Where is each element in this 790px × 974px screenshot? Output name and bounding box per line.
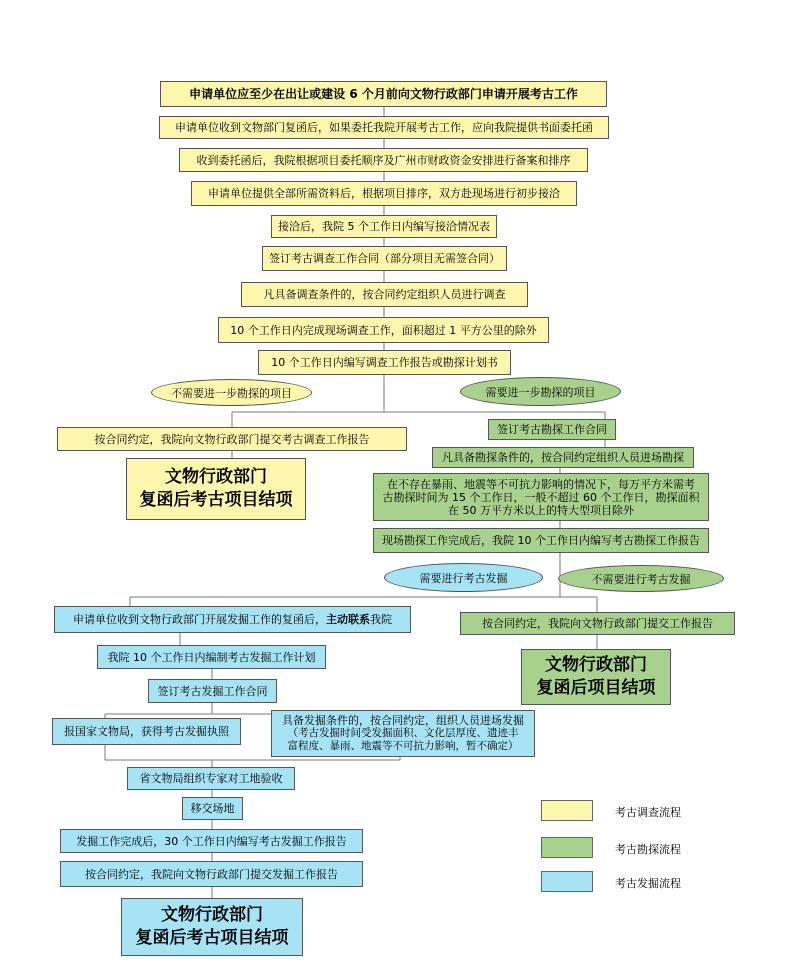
step-contact-form: 接洽后，我院 5 个工作日内编写接洽情况表: [271, 215, 497, 238]
step-hand-over-site: 移交场地: [182, 797, 243, 820]
step-conduct-survey: 凡具备调查条件的，按合同约定组织人员进行调查: [241, 282, 528, 307]
step-field-survey-complete: 10 个工作日内完成现场调查工作，面积超过 1 平方公里的除外: [218, 317, 549, 343]
excavation-line1: 具备发掘条件的，按合同约定，组织人员进场发掘: [282, 714, 524, 727]
duration-line1: 在不存在暴雨、地震等不可抗力影响的情况下，每万平方米需考: [387, 477, 695, 491]
branch-need-explore: 需要进一步勘探的项目: [460, 377, 621, 406]
step-apply-archaeology: 申请单位应至少在出让或建设 6 个月前向文物行政部门申请开展考古工作: [160, 81, 607, 107]
legend-swatch-explore: [541, 837, 593, 858]
step-sign-explore-contract: 签订考古勘探工作合同: [488, 419, 616, 440]
legend-swatch-excavate: [541, 871, 593, 892]
step-contact-institute: [54, 606, 411, 633]
closure-line2: 复函后考古项目结项: [135, 928, 289, 948]
step-write-survey-report: 10 个工作日内编写调查工作报告或勘探计划书: [258, 350, 511, 375]
excavation-line3: 富程度、暴雨、地震等不可抗力影响，暂不确定）: [287, 740, 519, 752]
contact-text-post: 我院: [370, 613, 392, 626]
exploration-project-closure: [521, 649, 671, 705]
branch-no-explore: 不需要进一步勘探的项目: [151, 379, 312, 406]
legend-label-explore: 考古勘探流程: [615, 843, 681, 856]
step-submit-survey-report: 按合同约定，我院向文物行政部门提交考古调查工作报告: [57, 427, 407, 451]
step-excavation-plan: 我院 10 个工作日内编制考古发掘工作计划: [97, 645, 326, 669]
excavation-line2: （考古发掘时间受发掘面积、文化层厚度、遗迹丰: [287, 727, 519, 739]
contact-text-bold: 主动联系: [326, 613, 370, 626]
closure-line1: 文物行政部门: [545, 655, 647, 675]
branch-no-excavate: 不需要进行考古发掘: [558, 565, 724, 592]
closure-line1: 文物行政部门: [161, 905, 263, 925]
legend-label-survey: 考古调查流程: [615, 806, 681, 819]
step-conduct-exploration: 凡具备勘探条件的，按合同约定组织人员进场勘探: [432, 447, 694, 468]
step-submit-excavation-report: 按合同约定，我院向文物行政部门提交发掘工作报告: [60, 861, 363, 887]
duration-line2: 古勘探时间为 15 个工作日，一般不超过 60 个工作日，勘探面积: [382, 490, 700, 504]
step-site-acceptance: 省文物局组织专家对工地验收: [127, 767, 295, 790]
branch-need-excavate: 需要进行考古发掘: [384, 563, 543, 592]
step-write-exploration-report: 现场勘探工作完成后，我院 10 个工作日内编写考古勘探工作报告: [373, 528, 709, 553]
step-submit-exploration-report: 按合同约定，我院向文物行政部门提交工作报告: [460, 612, 735, 635]
closure-line2: 复函后项目结项: [536, 678, 656, 698]
step-conduct-excavation: [271, 710, 535, 757]
excavation-project-closure: [121, 898, 303, 956]
step-provide-commission-letter: 申请单位收到文物部门复函后，如果委托我院开展考古工作，应向我院提供书面委托函: [159, 116, 609, 139]
step-write-excavation-report: 发掘工作完成后，30 个工作日内编写考古发掘工作报告: [60, 829, 363, 853]
survey-project-closure: [126, 458, 306, 520]
legend-swatch-survey: [541, 800, 593, 821]
step-sign-survey-contract: 签订考古调查工作合同（部分项目无需签合同）: [262, 246, 507, 271]
step-obtain-license: 报国家文物局，获得考古发掘执照: [52, 718, 241, 745]
step-register-and-sort: 收到委托函后，我院根据项目委托顺序及广州市财政资金安排进行备案和排序: [179, 148, 588, 172]
closure-line2: 复函后考古项目结项: [139, 490, 293, 510]
contact-text-pre: 申请单位收到文物行政部门开展发掘工作的复函后，: [73, 613, 326, 626]
step-initial-contact: 申请单位提供全部所需资料后，根据项目排序，双方赴现场进行初步接洽: [191, 181, 577, 206]
step-exploration-duration: [373, 473, 709, 521]
closure-line1: 文物行政部门: [165, 467, 267, 487]
step-sign-excavation-contract: 签订考古发掘工作合同: [148, 679, 277, 703]
duration-line3: 在 50 万平方米以上的特大型项目除外: [448, 503, 634, 517]
legend-label-excavate: 考古发掘流程: [615, 877, 681, 890]
